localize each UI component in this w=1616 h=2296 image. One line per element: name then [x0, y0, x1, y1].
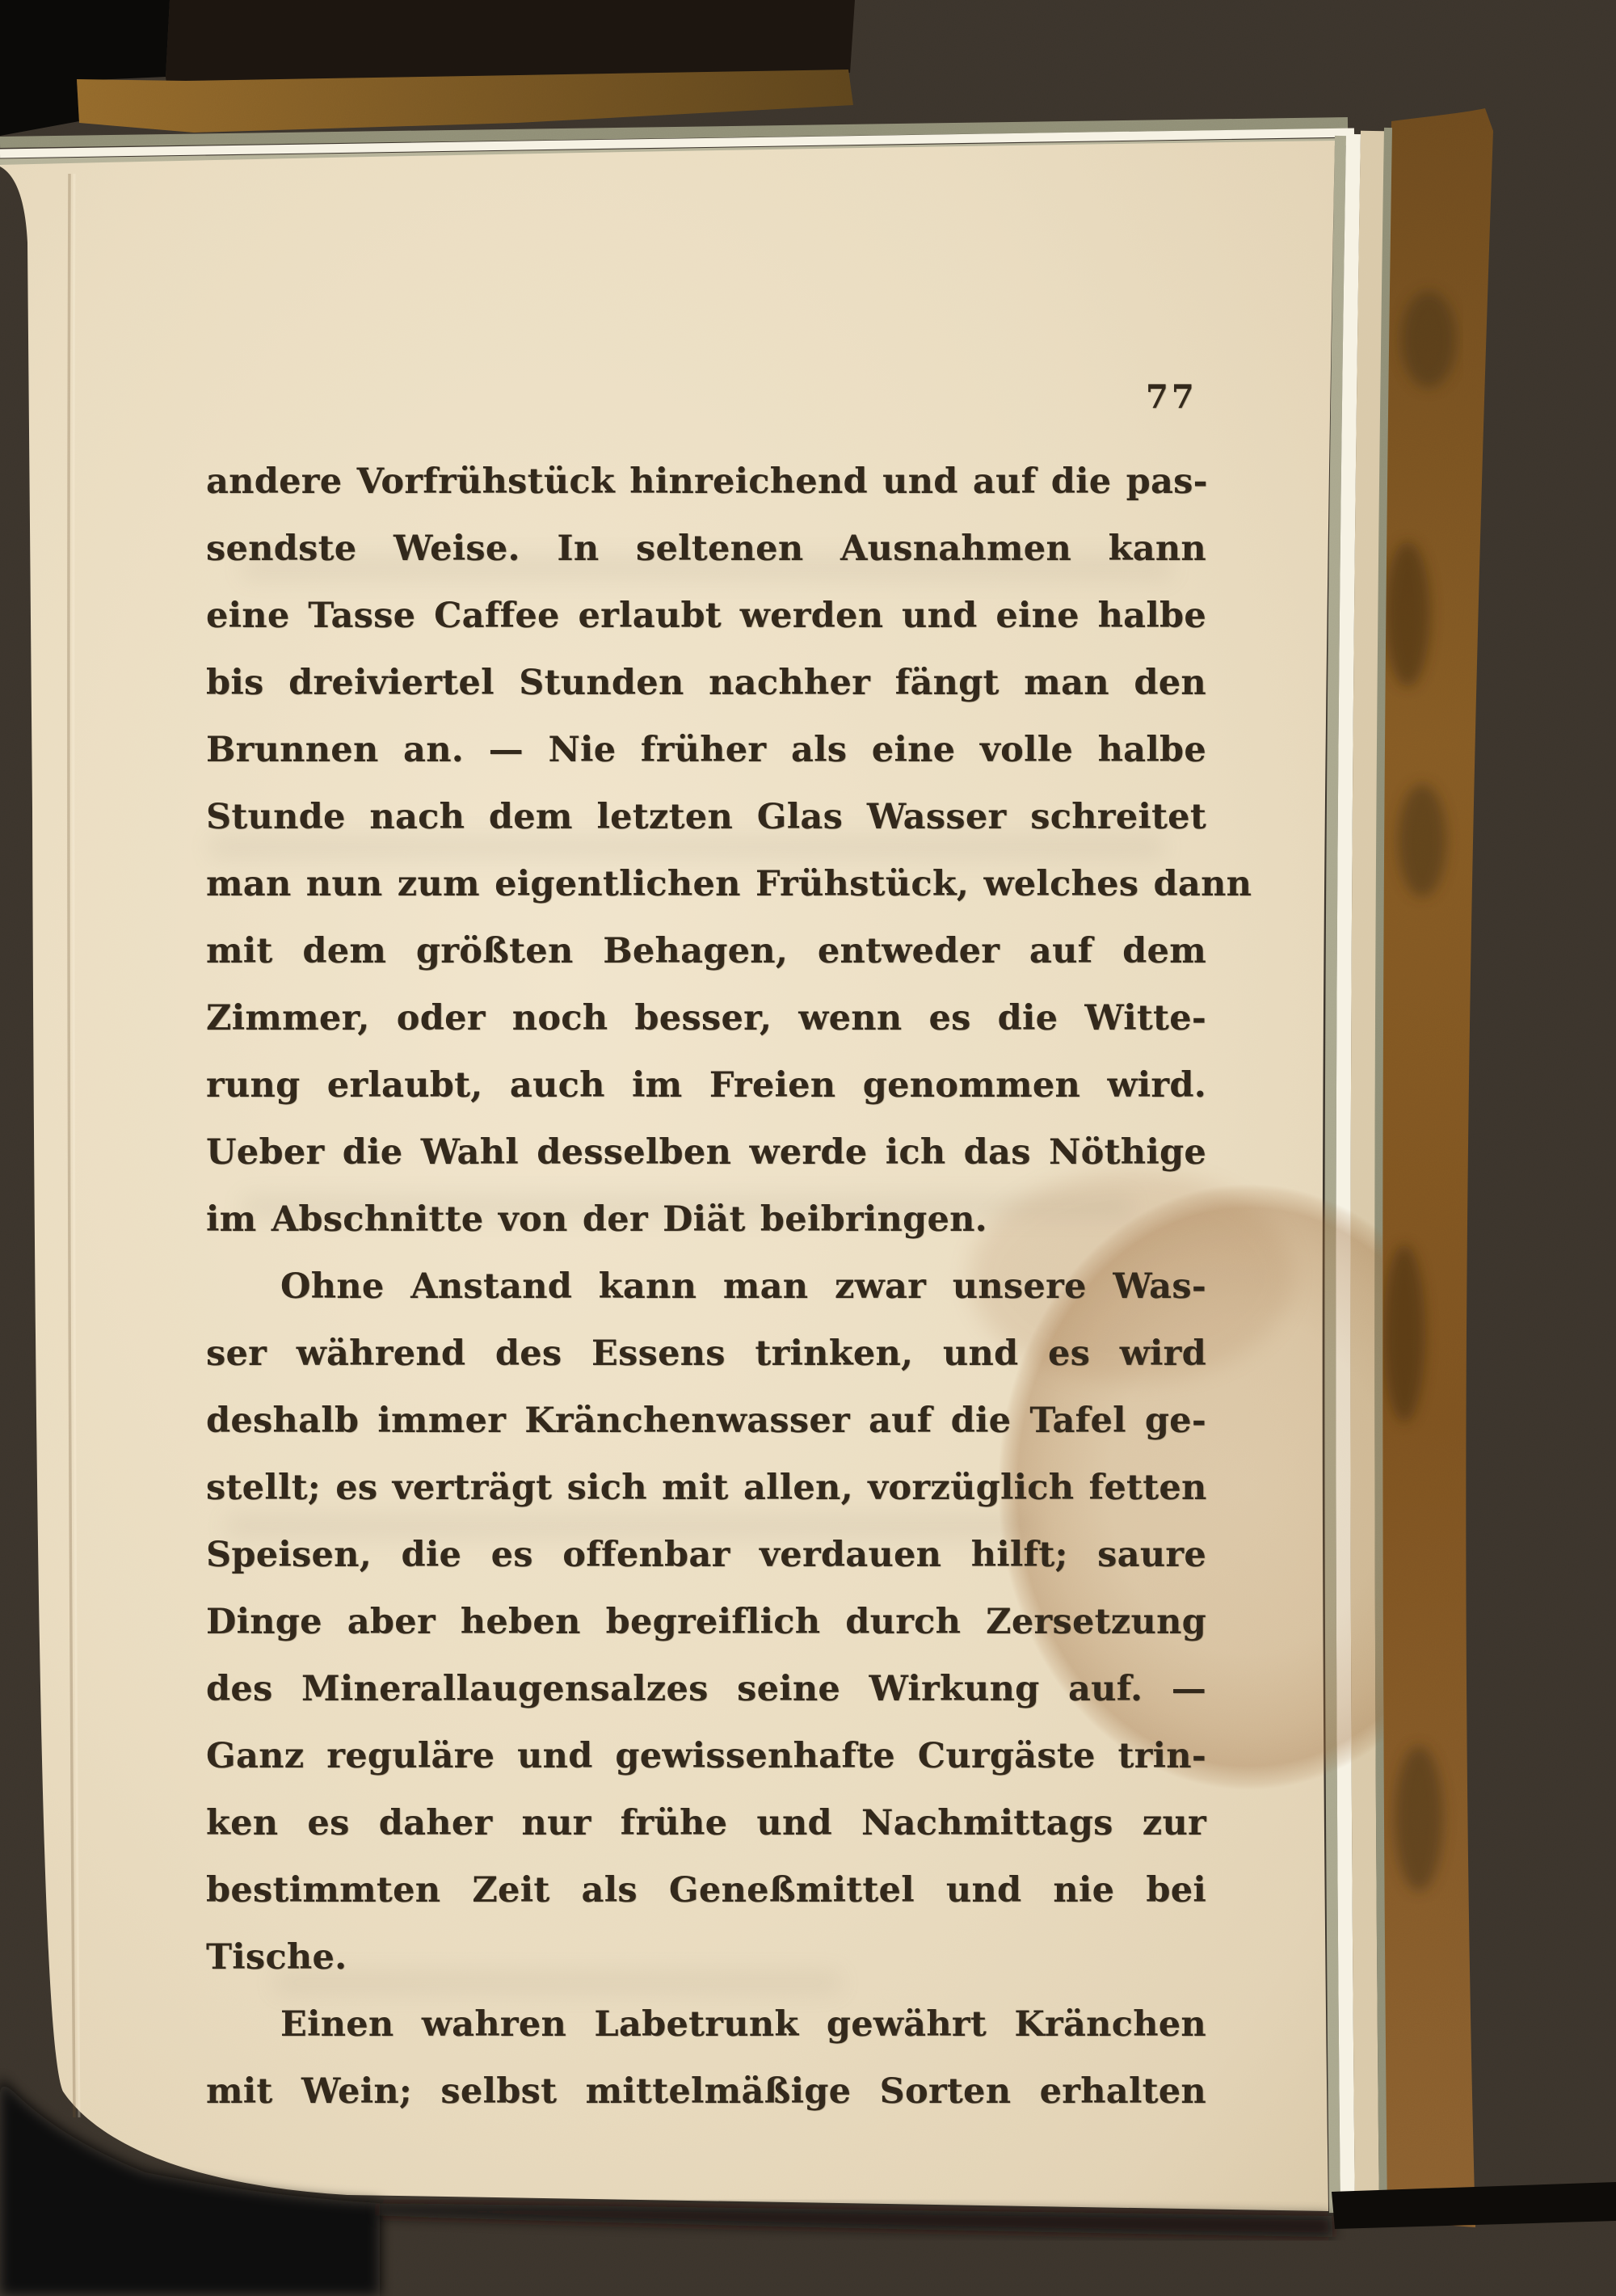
text-line: Einen wahren Labetrunk gewährt Kränchen [280, 2004, 1206, 2045]
text-line: des Minerallaugensalzes seine Wirkung auf. — [206, 1669, 1206, 1709]
text-line: andere Vorfrühstück hinreichend und auf die pas- [206, 461, 1208, 502]
text-line: man nun zum eigentlichen Frühstück, welches dann [206, 864, 1252, 904]
text-line: bestimmten Zeit als Geneßmittel und nie bei [206, 1870, 1206, 1911]
text-line: Zimmer, oder noch besser, wenn es die Witte- [206, 998, 1206, 1038]
text-line: bis dreiviertel Stunden nachher fängt man den [206, 663, 1206, 703]
page-number: 77 [1146, 378, 1197, 416]
text-line: stellt; es verträgt sich mit allen, vorzüglich fetten [206, 1468, 1207, 1508]
text-line: sendste Weise. In seltenen Ausnahmen kann [206, 529, 1206, 569]
text-line: Tische. [206, 1937, 347, 1978]
text-line: Speisen, die es offenbar verdauen hilft; saure [206, 1535, 1206, 1575]
text-line: Ueber die Wahl desselben werde ich das Nöthige [206, 1132, 1206, 1173]
text-line: Ganz reguläre und gewissenhafte Curgäste trin- [206, 1736, 1206, 1776]
text-line: mit Wein; selbst mittelmäßige Sorten erhalten [206, 2071, 1206, 2112]
text-line: Stunde nach dem letzten Glas Wasser schreitet [206, 797, 1206, 837]
text-line: mit dem größten Behagen, entweder auf dem [206, 931, 1206, 971]
text-line: Dinge aber heben begreiflich durch Zersetzung [206, 1602, 1206, 1642]
text-line: ser während des Essens trinken, und es wird [206, 1333, 1206, 1374]
text-line: rung erlaubt, auch im Freien genommen wird. [206, 1065, 1206, 1106]
text-line: im Abschnitte von der Diät beibringen. [206, 1199, 987, 1240]
text-block [206, 449, 1252, 2125]
text-line: Ohne Anstand kann man zwar unsere Was- [280, 1266, 1206, 1307]
text-line: eine Tasse Caffee erlaubt werden und eine halbe [206, 596, 1206, 636]
text-line: Brunnen an. — Nie früher als eine volle halbe [206, 730, 1206, 770]
text-line: ken es daher nur frühe und Nachmittags zur [206, 1803, 1206, 1843]
text-line: deshalb immer Kränchenwasser auf die Tafel ge- [206, 1401, 1206, 1441]
